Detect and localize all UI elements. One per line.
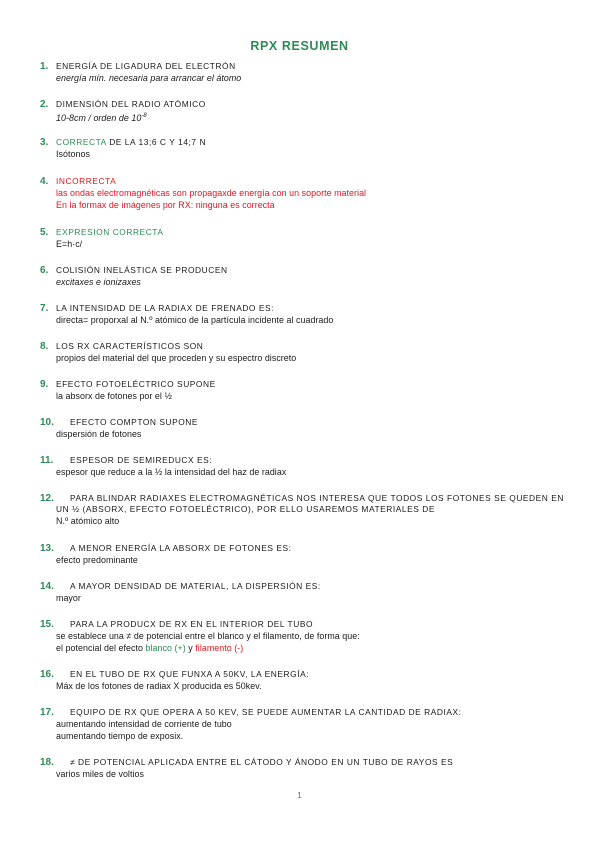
item-heading: PARA BLINDAR RADIAXES ELECTROMAGNÉTICAS NOS INTERESA QUE TODOS LOS FOTONES SE QUEDEN EN (70, 493, 564, 503)
list-item (40, 341, 580, 364)
item-heading: A MAYOR DENSIDAD DE MATERIAL, LA DISPERSIÓN ES: (70, 581, 321, 591)
list-item (40, 227, 580, 250)
item-answer: varios miles de voltios (56, 769, 144, 779)
item-number: 5. (40, 227, 49, 238)
list-item (40, 176, 580, 211)
item-number: 14. (40, 581, 54, 592)
item-answer: las ondas electromagnéticas son propagaxde energía con un soporte material (56, 188, 367, 198)
item-answer: se establece una ≠ de potencial entre el blanco y el filamento, de forma que: (56, 631, 360, 641)
item-heading: CORRECTA DE LA 13;6 C Y 14;7 N (56, 137, 207, 147)
item-heading: EQUIPO DE RX QUE OPERA A 50 KEV, SE PUEDE AUMENTAR LA CANTIDAD DE RADIAX: (70, 707, 462, 717)
item-answer: N.º atómico alto (56, 516, 120, 526)
item-heading: ENERGÍA DE LIGADURA DEL ELECTRÓN (56, 61, 236, 71)
item-number: 2. (40, 99, 49, 110)
item-number: 8. (40, 341, 49, 352)
item-heading: COLISIÓN INELÁSTICA SE PRODUCEN (56, 265, 228, 275)
item-answer: 10-8cm / orden de $10^{-8}$ (56, 112, 147, 123)
item-number: 15. (40, 619, 54, 630)
item-answer: En la formax de imágenes por RX: ninguna es correcta (56, 200, 275, 210)
item-answer: dispersión de fotones (56, 429, 142, 439)
item-answer: propios del material del que proceden y su espectro discreto (56, 353, 297, 363)
item-heading: EXPRESION CORRECTA (56, 227, 164, 237)
item-heading: EN EL TUBO DE RX QUE FUNXA A 50KV, LA ENERGÍA: (70, 669, 310, 679)
list-item (40, 99, 580, 124)
item-heading: DIMENSIÓN DEL RADIO ATÓMICO (56, 99, 206, 109)
list-item (40, 265, 580, 288)
item-number: 9. (40, 379, 49, 390)
item-heading: LA INTENSIDAD DE LA RADIAX DE FRENADO ES: (56, 303, 275, 313)
item-heading: ≠ DE POTENCIAL APLICADA ENTRE EL CÁTODO Y ÁNODO EN UN TUBO DE RAYOS ES (70, 757, 454, 767)
item-number: 4. (40, 176, 49, 187)
item-number: 12. (40, 493, 54, 504)
item-number: 1. (40, 61, 49, 72)
item-answer: la absorx de fotones por el ½ (56, 391, 172, 401)
item-heading: EFECTO COMPTON SUPONE (70, 417, 199, 427)
item-number: 18. (40, 757, 54, 768)
item-answer: excitaxes e ionizaxes (56, 277, 141, 287)
item-answer: Máx de los fotones de radiax X producida es 50kev. (56, 681, 262, 691)
item-answer: energía mín. necesaria para arrancar el átomo (56, 73, 242, 83)
item-number: 11. (40, 455, 54, 466)
list-item (40, 707, 580, 742)
list-item (40, 417, 580, 440)
item-number: 17. (40, 707, 54, 718)
item-heading: ESPESOR DE SEMIREDUCX ES: (70, 455, 213, 465)
item-heading-continued: UN ½ (ABSORX, EFECTO FOTOELÉCTRICO), POR ELLO USAREMOS MATERIALES DE (56, 504, 435, 514)
item-answer: E=h·c/ (56, 239, 83, 249)
page-number: 1 (297, 791, 302, 800)
item-answer: Isótonos (56, 149, 90, 159)
list-item (40, 757, 580, 780)
item-answer: el potencial del efecto blanco (+) y filamento (-) (56, 643, 244, 653)
list-item (40, 303, 580, 326)
list-item (40, 61, 580, 84)
list-item (40, 543, 580, 566)
item-number: 16. (40, 669, 54, 680)
item-answer: directa= proporxal al N.º atómico de la partícula incidente al cuadrado (56, 315, 334, 325)
list-item (40, 137, 580, 160)
item-heading: INCORRECTA (56, 176, 117, 186)
item-answer: aumentando intensidad de corriente de tubo (56, 719, 232, 729)
item-answer: mayor (56, 593, 81, 603)
list-item (40, 455, 580, 478)
item-number: 10. (40, 417, 54, 428)
item-heading: EFECTO FOTOELÉCTRICO SUPONE (56, 379, 216, 389)
item-number: 3. (40, 137, 49, 148)
list-item (40, 669, 580, 692)
item-answer: aumentando tiempo de exposix. (56, 731, 184, 741)
list-item (40, 379, 580, 402)
list-item (40, 493, 580, 527)
item-heading: LOS RX CARACTERÍSTICOS SON (56, 341, 204, 351)
item-number: 13. (40, 543, 54, 554)
list-item (40, 619, 580, 654)
item-number: 6. (40, 265, 49, 276)
item-heading: A MENOR ENERGÍA LA ABSORX DE FOTONES ES: (70, 543, 292, 553)
page-title: RPX RESUMEN (250, 39, 349, 53)
item-heading: PARA LA PRODUCX DE RX EN EL INTERIOR DEL TUBO (70, 619, 314, 629)
item-answer: espesor que reduce a la ½ la intensidad del haz de radiax (56, 467, 287, 477)
list-item (40, 581, 580, 604)
item-answer: efecto predominante (56, 555, 138, 565)
item-number: 7. (40, 303, 49, 314)
